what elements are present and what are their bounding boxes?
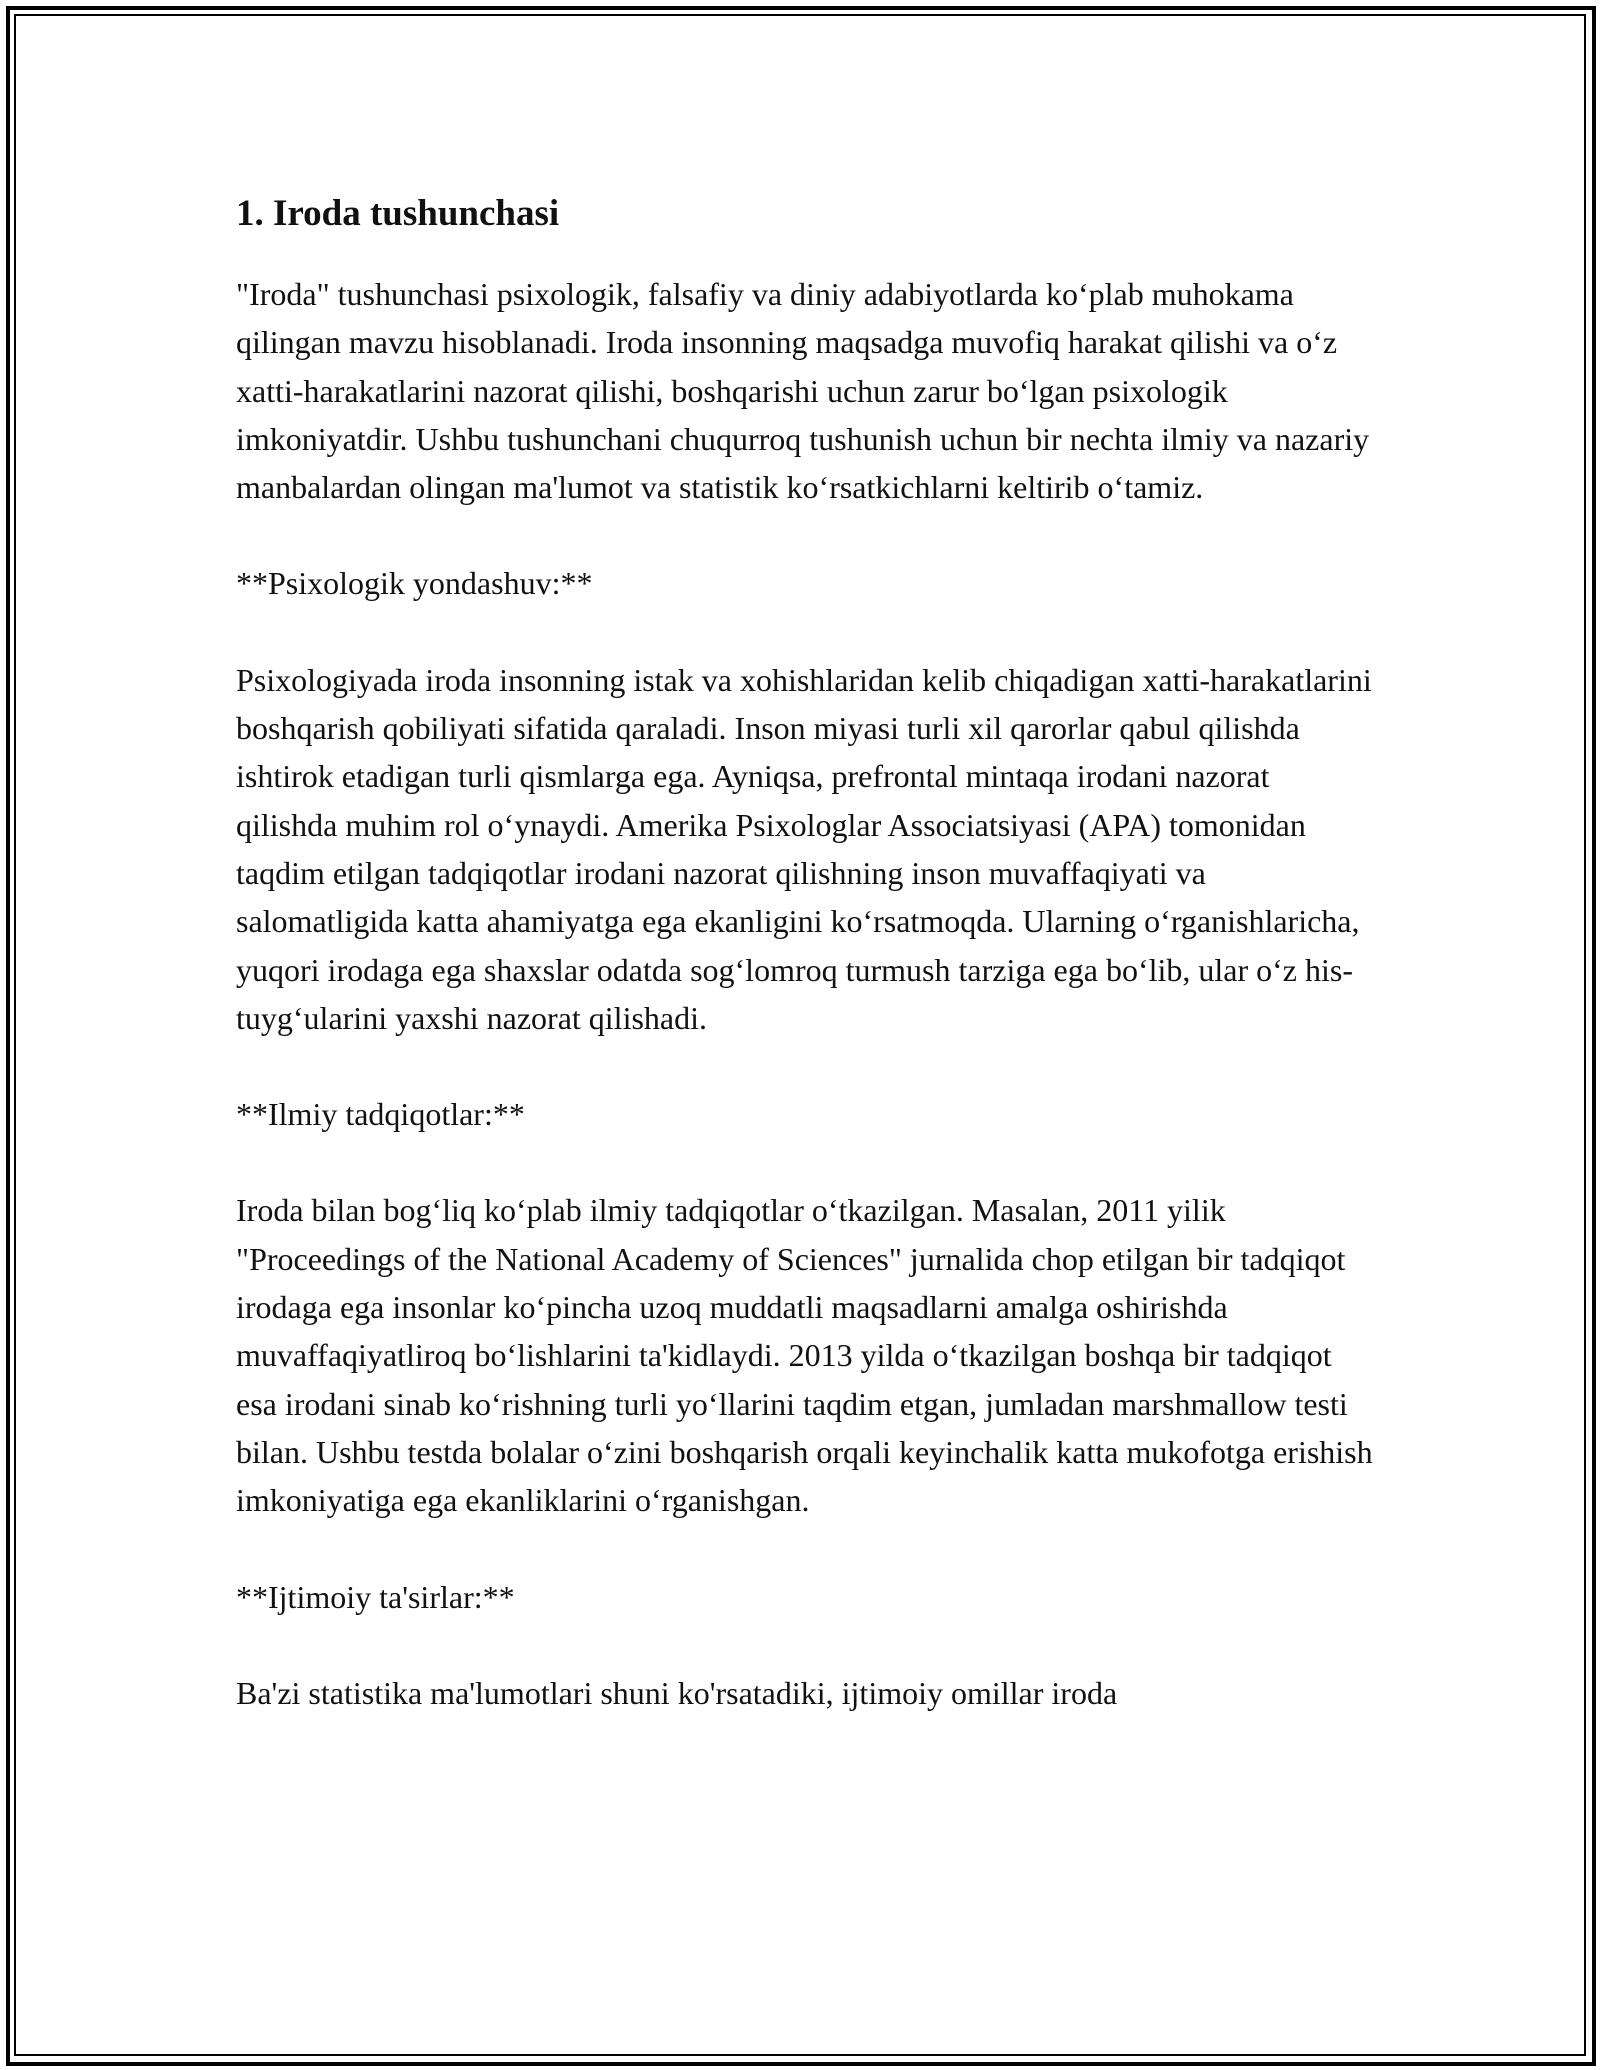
document-title: 1. Iroda tushunchasi bbox=[236, 193, 560, 234]
section-heading-scientific-research: **Ilmiy tadqiqotlar:** bbox=[236, 1096, 525, 1133]
social-influences-paragraph: Ba'zi statistika ma'lumotlari shuni ko'rsatadiki, ijtimoiy omillar iroda bbox=[236, 1674, 1118, 1711]
section-heading-social-influences: **Ijtimoiy ta'sirlar:** bbox=[236, 1578, 515, 1615]
document-body bbox=[236, 184, 1376, 1765]
intro-paragraph: "Iroda" tushunchasi psixologik, falsafiy va diniy adabiyotlarda koʻplab muhokama qilingan mavzu hisoblanadi. Iroda insonning maqsadga muvofiq harakat qilishi va oʻz xatti-harakatlarini nazorat qilishi, boshqarishi uchun zarur boʻlgan psixologik imkoniyatdir. Ushbu tushunchani chuqurroq tushunish uchun bir nechta ilmiy va nazariy manbalardan olingan ma'lumot va statistik koʻrsatkichlarni keltirib oʻtamiz. bbox=[236, 276, 1370, 506]
psychological-approach-paragraph: Psixologiyada iroda insonning istak va xohishlaridan kelib chiqadigan xatti-harakatlarini boshqarish qobiliyati sifatida qaraladi. Inson miyasi turli xil qarorlar qabul qilishda ishtirok etadigan turli qismlarga ega. Ayniqsa, prefrontal mintaqa irodani nazorat qilishda muhim rol oʻynaydi. Amerika Psixologlar Associatsiyasi (APA) tomonidan taqdim etilgan tadqiqotlar irodani nazorat qilishning inson muvaffaqiyati va salomatligida katta ahamiyatga ega ekanligini koʻrsatmoqda. Ularning oʻrganishlaricha, yuqori irodaga ega shaxslar odatda sogʻlomroq turmush tarziga ega boʻlib, ular oʻz his-tuygʻularini yaxshi nazorat qilishadi. bbox=[236, 661, 1372, 1036]
section-heading-psychological-approach: **Psixologik yondashuv:** bbox=[236, 565, 593, 602]
scientific-research-paragraph: Iroda bilan bogʻliq koʻplab ilmiy tadqiqotlar oʻtkazilgan. Masalan, 2011 yilik "Proceedings of the National Academy of Sciences" jurnalida chop etilgan bir tadqiqot irodaga ega insonlar koʻpincha uzoq muddatli maqsadlarni amalga oshirishda muvaffaqiyatliroq boʻlishlarini ta'kidlaydi. 2013 yilda oʻtkazilgan boshqa bir tadqiqot esa irodani sinab koʻrishning turli yoʻllarini taqdim etgan, jumladan marshmallow testi bilan. Ushbu testda bolalar oʻzini boshqarish orqali keyinchalik katta mukofotga erishish imkoniyatiga ega ekanliklarini oʻrganishgan. bbox=[236, 1192, 1373, 1519]
